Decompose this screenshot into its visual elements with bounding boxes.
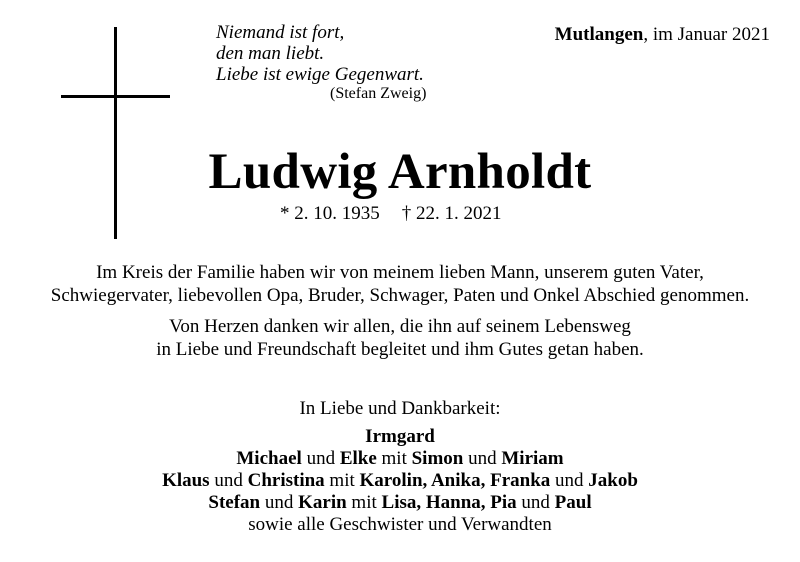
quote-line: den man liebt.: [216, 43, 325, 64]
connector-text: und: [550, 470, 589, 491]
connector-text: mit: [346, 492, 382, 513]
message-line: Schwiegervater, liebevollen Opa, Bruder, Schwager, Paten und Onkel Abschied genommen.: [50, 285, 750, 306]
family-member: Klaus: [162, 470, 210, 491]
family-member: Simon: [411, 448, 464, 469]
family-member: Christina: [247, 470, 325, 491]
connector-text: mit: [376, 448, 412, 469]
family-member: Stefan: [208, 492, 261, 513]
place-date-text: , im Januar 2021: [643, 24, 770, 45]
connector-text: und: [209, 470, 248, 491]
place-date: [555, 24, 770, 46]
family-line: [0, 426, 800, 448]
message-line: in Liebe und Freundschaft begleitet und ihm Gutes getan haben.: [156, 339, 644, 360]
quote-block: [216, 22, 456, 103]
family-line: [0, 492, 800, 514]
message-line: Von Herzen danken wir allen, die ihn auf seinem Lebensweg: [169, 316, 631, 337]
family-line: [0, 448, 800, 470]
family-signatures: [0, 426, 800, 536]
message-paragraph-1: [0, 261, 800, 307]
family-member: Elke: [339, 448, 377, 469]
closing-phrase: In Liebe und Dankbarkeit:: [299, 398, 501, 419]
connector-text: und: [260, 492, 299, 513]
connector-text: und: [463, 448, 502, 469]
family-line: [0, 470, 800, 492]
family-member: Karolin, Anika, Franka: [359, 470, 551, 491]
family-member: Michael: [236, 448, 302, 469]
message-line: Im Kreis der Familie haben wir von meinem lieben Mann, unserem guten Vater,: [96, 262, 704, 283]
quote-author: (Stefan Zweig): [330, 85, 427, 102]
family-line-relatives: sowie alle Geschwister und Verwandten: [248, 514, 552, 535]
family-member: Irmgard: [365, 426, 435, 447]
birth-date: * 2. 10. 1935: [280, 203, 380, 224]
family-member: Lisa, Hanna, Pia: [381, 492, 517, 513]
family-member: Miriam: [501, 448, 564, 469]
family-member: Karin: [298, 492, 347, 513]
cross-icon-bar: [61, 95, 170, 98]
death-date: † 22. 1. 2021: [401, 203, 502, 224]
quote-line: Niemand ist fort,: [216, 22, 345, 43]
connector-text: und: [301, 448, 340, 469]
quote-line: Liebe ist ewige Gegenwart.: [216, 64, 424, 85]
deceased-name: Ludwig Arnholdt: [208, 144, 592, 200]
place-town: Mutlangen: [554, 24, 644, 45]
connector-text: und: [516, 492, 555, 513]
cross-icon: [114, 27, 117, 239]
family-member: Paul: [554, 492, 592, 513]
message-paragraph-2: [0, 315, 800, 361]
family-member: Jakob: [588, 470, 638, 491]
life-dates: [280, 203, 502, 225]
connector-text: mit: [324, 470, 360, 491]
